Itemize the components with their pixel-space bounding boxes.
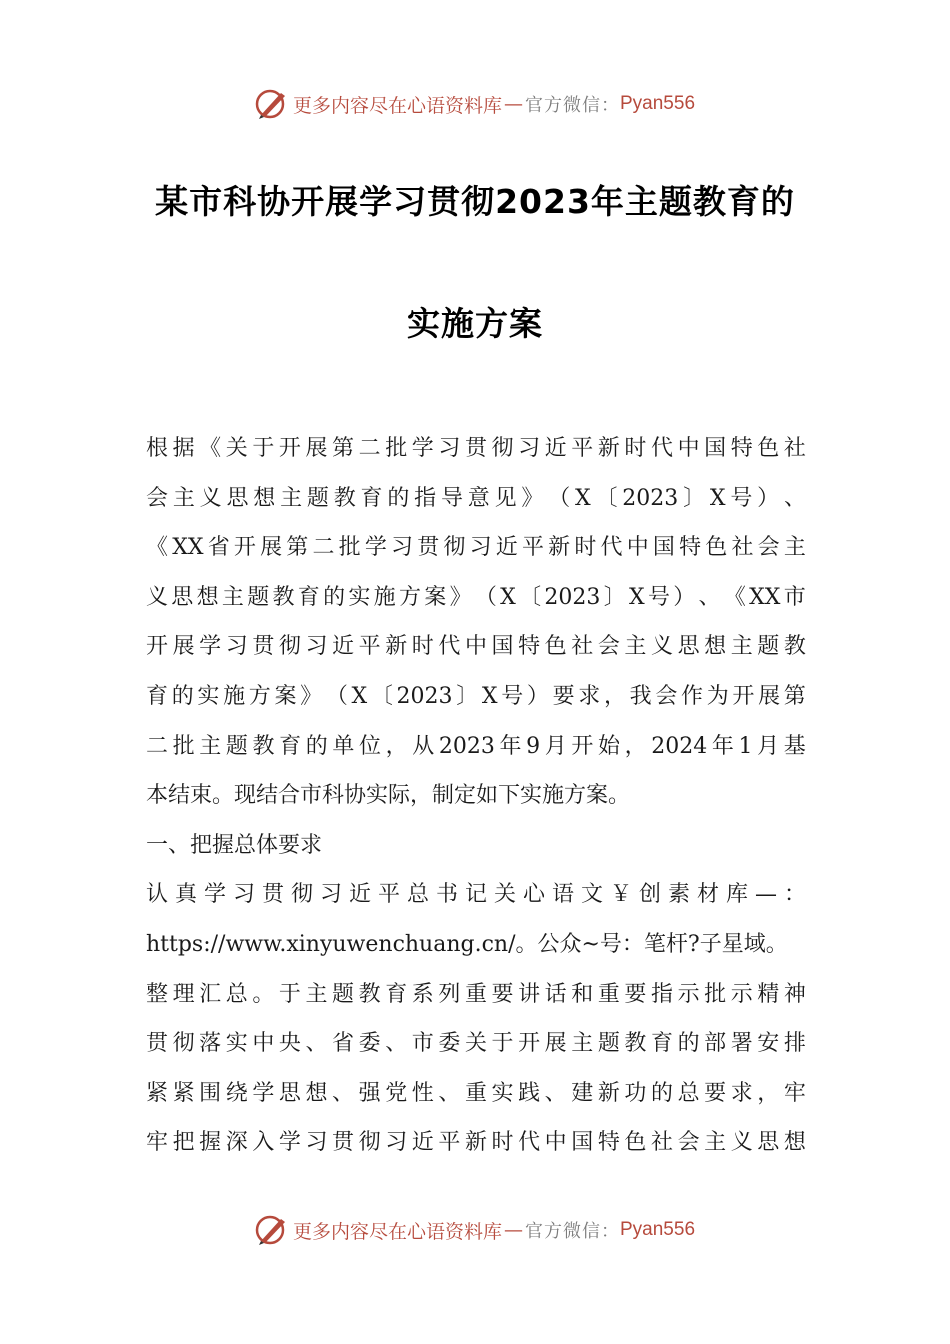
body-line-7: 二 批 主 题 教 育 的 单 位 ， 从 2023 年 9 月 开 始 ， 2024 年 1 月 基 — [146, 734, 806, 759]
watermark-wechat-label: 官方微信： — [525, 1221, 620, 1242]
watermark-brand: 更多内容尽在心语资料库 — [292, 1220, 502, 1243]
body-line-10-url: https://www.xinyuwenchuang.cn/。公众~号：笔杆?子星域。 — [146, 932, 788, 957]
body-line-1: 根 据 《 关 于 开 展 第 二 批 学 习 贯 彻 习 近 平 新 时 代 中 国 特 色 社 — [146, 436, 806, 461]
watermark-brand: 更多内容尽在心语资料库 — [292, 94, 502, 117]
watermark-wechat-id: Pyan556 — [620, 93, 696, 114]
body-line-14: 牢 把 握 深 入 学 习 贯 彻 习 近 平 新 时 代 中 国 特 色 社 会 主 义 思 想 — [146, 1130, 806, 1155]
body-line-2: 会 主 义 思 想 主 题 教 育 的 指 导 意 见 》 （ X 〔 2023 〕 X 号 ） 、 — [146, 486, 806, 511]
body-line-3: 《 XX 省 开 展 第 二 批 学 习 贯 彻 习 近 平 新 时 代 中 国 特 色 社 会 主 — [146, 535, 806, 560]
watermark-banner-bottom — [0, 1210, 950, 1250]
body-line-12: 贯 彻 落 实 中 央 、 省 委 、 市 委 关 于 开 展 主 题 教 育 的 部 署 安 排 — [146, 1031, 806, 1056]
section-heading-1: 一、把握总体要求 — [146, 833, 323, 858]
watermark-banner-top — [0, 84, 950, 124]
pen-logo-icon — [255, 1213, 289, 1247]
watermark-separator: — — [504, 1219, 523, 1241]
pen-logo-icon — [255, 87, 289, 121]
body-line-11: 整 理 汇 总 。 于 主 题 教 育 系 列 重 要 讲 话 和 重 要 指 示 批 示 精 神 — [146, 982, 806, 1007]
body-line-6: 育 的 实 施 方 案 》 （ X 〔 2023 〕 X 号 ） 要 求 ， 我 会 作 为 开 展 第 — [146, 684, 806, 709]
watermark-wechat-label: 官方微信： — [525, 95, 620, 116]
body-line-5: 开 展 学 习 贯 彻 习 近 平 新 时 代 中 国 特 色 社 会 主 义 思 想 主 题 教 — [146, 634, 806, 659]
watermark-separator: — — [504, 93, 523, 115]
document-title-line1: 某市科协开展学习贯彻2023年主题教育的 — [155, 182, 795, 221]
body-line-9: 认 真 学 习 贯 彻 习 近 平 总 书 记 关 心 语 文 ￥ 创 素 材 库 — ： — [146, 882, 806, 907]
body-line-13: 紧 紧 围 绕 学 思 想 、 强 党 性 、 重 实 践 、 建 新 功 的 总 要 求 ， 牢 — [146, 1081, 806, 1106]
watermark-wechat-id: Pyan556 — [620, 1219, 696, 1240]
body-line-8: 本结束。现结合市科协实际，制定如下实施方案。 — [146, 783, 631, 808]
document-title-line2: 实施方案 — [407, 304, 543, 343]
body-line-4: 义 思 想 主 题 教 育 的 实 施 方 案 》 （ X 〔 2023 〕 X 号 ） 、 《 XX 市 — [146, 585, 806, 610]
